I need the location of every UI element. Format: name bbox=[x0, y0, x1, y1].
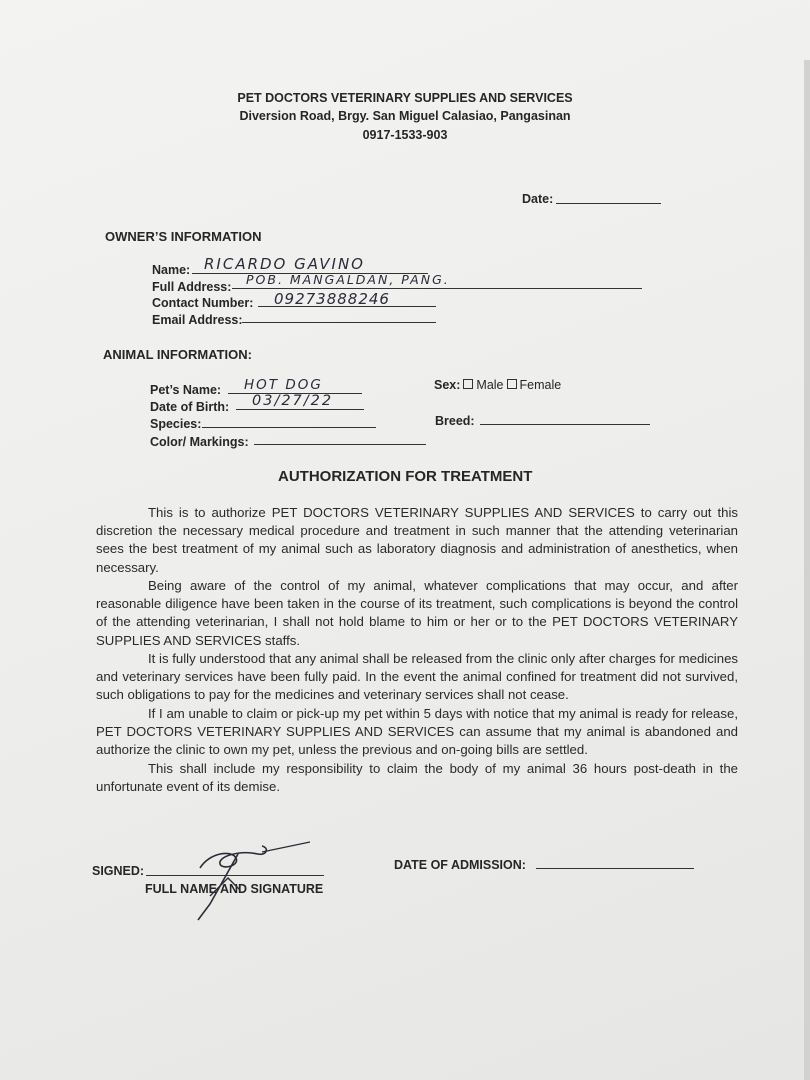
sex-field bbox=[434, 378, 561, 392]
color-label: Color/ Markings: bbox=[150, 435, 249, 449]
owner-name-value: RICARDO GAVINO bbox=[204, 255, 365, 273]
signed-label: SIGNED: bbox=[92, 864, 145, 878]
female-checkbox[interactable] bbox=[507, 379, 517, 389]
paragraph-authorization: This is to authorize PET DOCTORS VETERINARY SUPPLIES AND SERVICES to carry out this discretion the necessary medical procedure and treatment in such manner that the attending veterinarian sees the best treatment of my animal such as laboratory diagnosis and administration of anesthetics, when necessary. bbox=[96, 505, 738, 575]
owner-address-label: Full Address: bbox=[152, 280, 232, 294]
owner-address-value: POB. MANGALDAN, PANG. bbox=[246, 272, 450, 287]
admission-label: DATE OF ADMISSION: bbox=[394, 858, 526, 872]
paragraph-abandonment: If I am unable to claim or pick-up my pet within 5 days with notice that my animal is ready for release, PET DOCTORS VETERINARY SUPPLIES AND SERVICES can assume that my animal is abandoned and authorize the clinic to own my pet, unless the previous and on-going bills are settled. bbox=[96, 706, 738, 758]
pet-name-value: HOT DOG bbox=[244, 377, 323, 393]
owner-contact-label: Contact Number: bbox=[152, 296, 254, 310]
owner-contact-value: 09273888246 bbox=[274, 290, 390, 308]
company-address: Diversion Road, Brgy. San Miguel Calasiao, Pangasinan bbox=[239, 109, 571, 123]
dob-field[interactable] bbox=[236, 409, 364, 410]
breed-field[interactable] bbox=[480, 424, 650, 425]
animal-heading: ANIMAL INFORMATION: bbox=[103, 347, 252, 362]
female-label: Female bbox=[519, 378, 562, 392]
paragraph-responsibility: This shall include my responsibility to claim the body of my animal 36 hours post-death in the unfortunate event of its demise. bbox=[96, 761, 738, 795]
date-label: Date: bbox=[522, 192, 554, 206]
page-edge bbox=[804, 60, 810, 1080]
company-name: PET DOCTORS VETERINARY SUPPLIES AND SERVICES bbox=[237, 91, 573, 105]
owner-heading: OWNER’S INFORMATION bbox=[105, 229, 262, 244]
male-checkbox[interactable] bbox=[463, 379, 473, 389]
paragraph-payment: It is fully understood that any animal shall be released from the clinic only after charges for medicines and veterinary services have been fully paid. In the event the animal confined for treatment did not survived, such obligations to pay for the medicines and veterinary services shall not cease. bbox=[96, 651, 738, 703]
species-label: Species: bbox=[150, 417, 202, 431]
male-label: Male bbox=[476, 378, 504, 392]
date-field[interactable] bbox=[556, 203, 661, 204]
owner-email-field[interactable] bbox=[242, 322, 436, 323]
owner-address-field[interactable] bbox=[232, 288, 642, 289]
pet-name-label: Pet’s Name: bbox=[150, 383, 222, 397]
color-field[interactable] bbox=[254, 444, 426, 445]
breed-label: Breed: bbox=[435, 414, 475, 428]
species-field[interactable] bbox=[202, 427, 376, 428]
admission-date-field[interactable] bbox=[536, 868, 694, 869]
dob-value: 03/27/22 bbox=[252, 393, 334, 409]
owner-email-label: Email Address: bbox=[152, 313, 243, 327]
owner-name-label: Name: bbox=[152, 263, 191, 277]
sex-label: Sex: bbox=[434, 378, 461, 392]
full-name-label: FULL NAME AND SIGNATURE bbox=[145, 882, 324, 896]
dob-label: Date of Birth: bbox=[150, 400, 230, 414]
handwritten-signature bbox=[170, 838, 320, 928]
authorization-title: AUTHORIZATION FOR TREATMENT bbox=[278, 468, 533, 485]
company-phone: 0917-1533-903 bbox=[362, 128, 448, 142]
paragraph-control: Being aware of the control of my animal, whatever complications that may occur, and after reasonable diligence have been taken in the course of its treatment, such complications is beyond the control of the attending veterinarian, I shall not hold blame to him or her or to the PET DOCTORS VETERINARY SUPPLIES AND SERVICES staffs. bbox=[96, 578, 738, 648]
